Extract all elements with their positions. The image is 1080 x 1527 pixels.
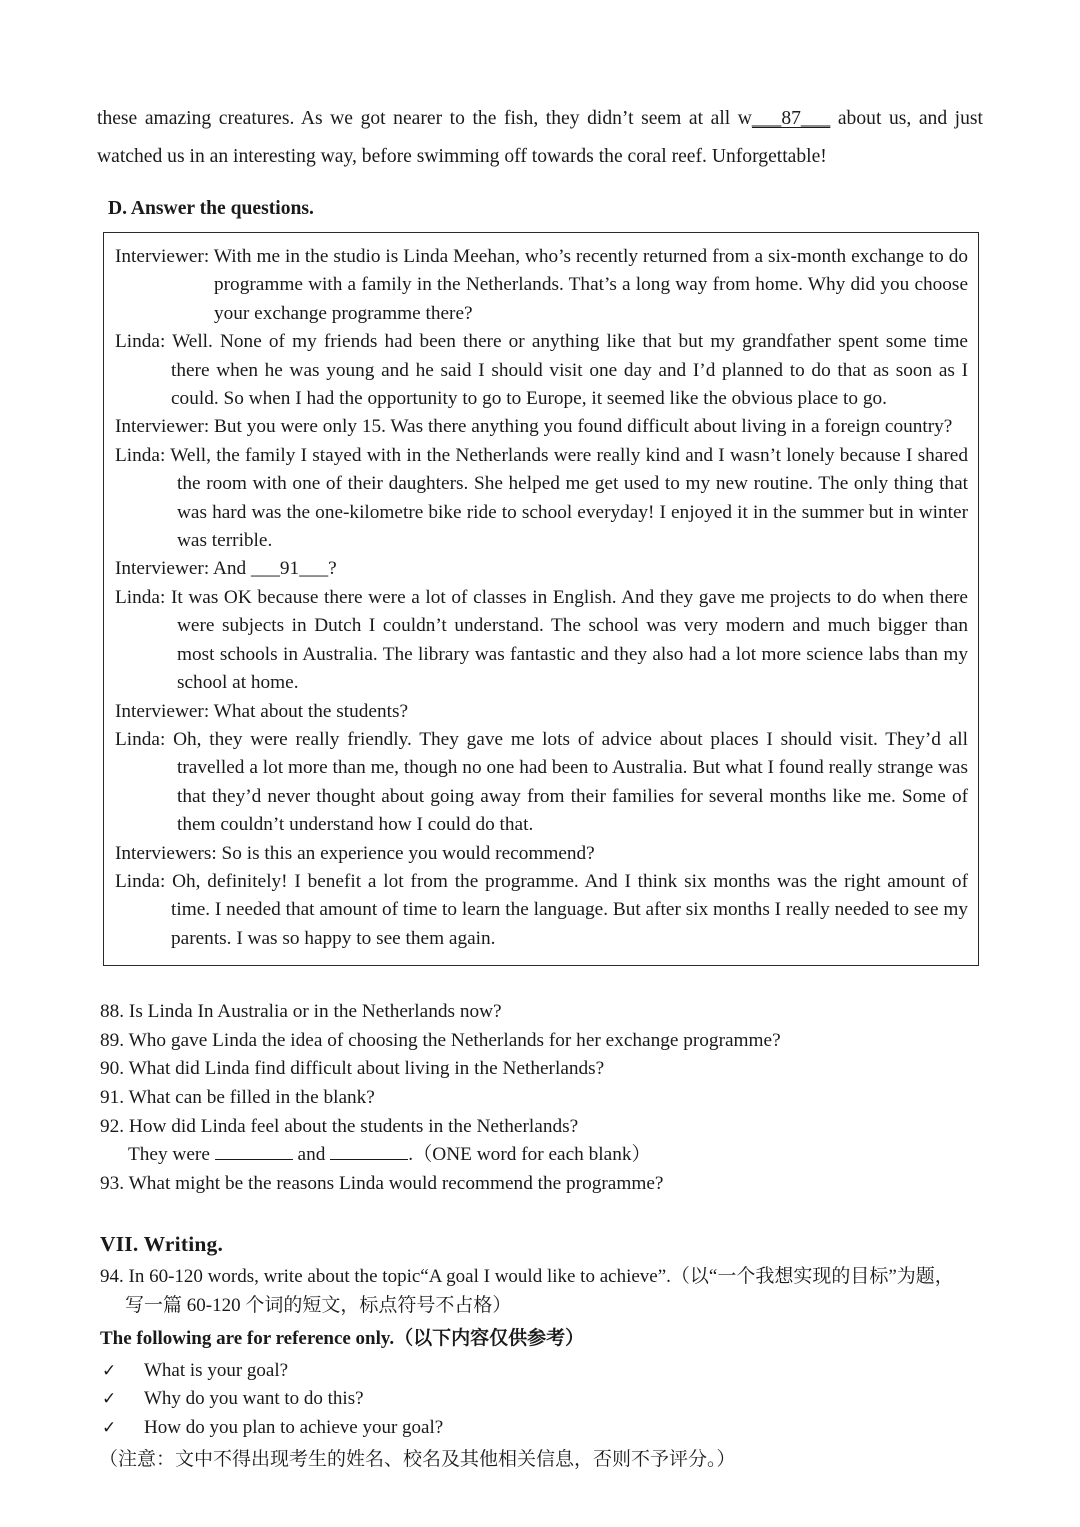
dialogue-line: Interviewer: What about the students? bbox=[115, 700, 409, 722]
dialogue-line: Linda: Oh, they were really friendly. They gave me lots of advice about places I should visit. They’d all travelled a lot more than me, though no one had been to Australia. But what I found really strange was that they’d never thought about going away from their families for several months like me. Some of them couldn’t understand how I could do that. bbox=[115, 728, 968, 836]
answer-middle: and bbox=[292, 1144, 331, 1166]
question-90: 90. What did Linda find difficult about living in the Netherlands? bbox=[100, 1058, 605, 1080]
check-icon: ✓ bbox=[102, 1360, 117, 1380]
writing-bullet-3 bbox=[102, 1414, 985, 1443]
intro-paragraph bbox=[97, 100, 985, 176]
dialogue-line: Interviewers: So is this an experience you would recommend? bbox=[115, 842, 595, 864]
dialogue-line: Linda: Well, the family I stayed with in the Netherlands were really kind and I wasn’t lonely because I shared the room with one of their daughters. She helped me get used to my new routine. The only thing that was hard was the one-kilometre bike ride to school everyday! I enjoyed it in the summer but in winter was terrible. bbox=[115, 444, 968, 552]
writing-prompt-line-1: 94. In 60-120 words, write about the topic“A goal I would like to achieve”.（以“一个我想实现的目标”为题， bbox=[100, 1266, 954, 1288]
writing-prompt-line-2: 写一篇 60-120 个词的短文，标点符号不占格） bbox=[125, 1294, 512, 1316]
question-92-answer-row bbox=[128, 1141, 985, 1170]
writing-reference-heading: The following are for reference only.（以下内容仅供参考） bbox=[100, 1328, 585, 1350]
dialogue-line: Interviewer: And ___91___? bbox=[115, 558, 337, 580]
question-89: 89. Who gave Linda the idea of choosing the Netherlands for her exchange programme? bbox=[100, 1029, 781, 1051]
writing-section-heading: VII. Writing. bbox=[100, 1232, 224, 1257]
section-d-heading: D. Answer the questions. bbox=[108, 198, 314, 219]
question-list bbox=[100, 998, 985, 1198]
question-93: 93. What might be the reasons Linda would recommend the programme? bbox=[100, 1172, 664, 1194]
dialogue-line: Linda: Oh, definitely! I benefit a lot from the programme. And I think six months was the right amount of time. I needed that amount of time to learn the language. But after six months I really needed to see my parents. I was so happy to see them again. bbox=[115, 870, 968, 949]
dialogue-line: Interviewer: With me in the studio is Linda Meehan, who’s recently returned from a six-month exchange to do programme with a family in the Netherlands. That’s a long way from home. Why did you choose your exchange programme there? bbox=[115, 246, 968, 324]
blank-87: ___87___ bbox=[751, 108, 831, 129]
intro-text-after: about us, and just watched us in an interesting way, before swimming off towards the coral reef. Unforgettable! bbox=[97, 108, 983, 167]
question-88: 88. Is Linda In Australia or in the Netherlands now? bbox=[100, 1001, 502, 1023]
writing-bullet-1 bbox=[102, 1357, 985, 1386]
answer-blank-2[interactable] bbox=[330, 1144, 408, 1160]
dialogue-line: Interviewer: But you were only 15. Was there anything you found difficult about living in a foreign country? bbox=[115, 416, 953, 438]
dialogue-line: Linda: Well. None of my friends had been there or anything like that but my grandfather spent some time there when he was young and he said I should visit one day and I’d planned to do that as soon as I could. So when I had the opportunity to go to Europe, it seemed like the obvious place to go. bbox=[115, 331, 968, 410]
writing-bullet-label: How do you plan to achieve your goal? bbox=[144, 1417, 444, 1438]
check-icon: ✓ bbox=[102, 1389, 117, 1409]
question-91: 91. What can be filled in the blank? bbox=[100, 1086, 375, 1108]
check-icon: ✓ bbox=[102, 1418, 117, 1437]
writing-note: （注意：文中不得出现考生的姓名、校名及其他相关信息，否则不予评分。） bbox=[99, 1448, 736, 1470]
answer-prefix: They were bbox=[128, 1144, 215, 1166]
dialogue-line: Linda: It was OK because there were a lot of classes in English. And they gave me projects to do when there were subjects in Dutch I couldn’t understand. The school was very modern and much bigger than most schools in Australia. The library was fantastic and they also had a lot more science labs than my school at home. bbox=[115, 586, 968, 694]
dialogue-box bbox=[103, 232, 979, 966]
writing-bullet-label: What is your goal? bbox=[144, 1359, 289, 1381]
intro-text-before: these amazing creatures. As we got nearer to the fish, they didn’t seem at all w bbox=[97, 108, 752, 129]
answer-blank-1[interactable] bbox=[215, 1144, 293, 1160]
writing-bullet-label: Why do you want to do this? bbox=[144, 1388, 364, 1410]
question-92: 92. How did Linda feel about the students in the Netherlands? bbox=[100, 1115, 579, 1137]
answer-suffix: .（ONE word for each blank） bbox=[408, 1144, 651, 1166]
writing-bullet-2 bbox=[102, 1385, 985, 1414]
